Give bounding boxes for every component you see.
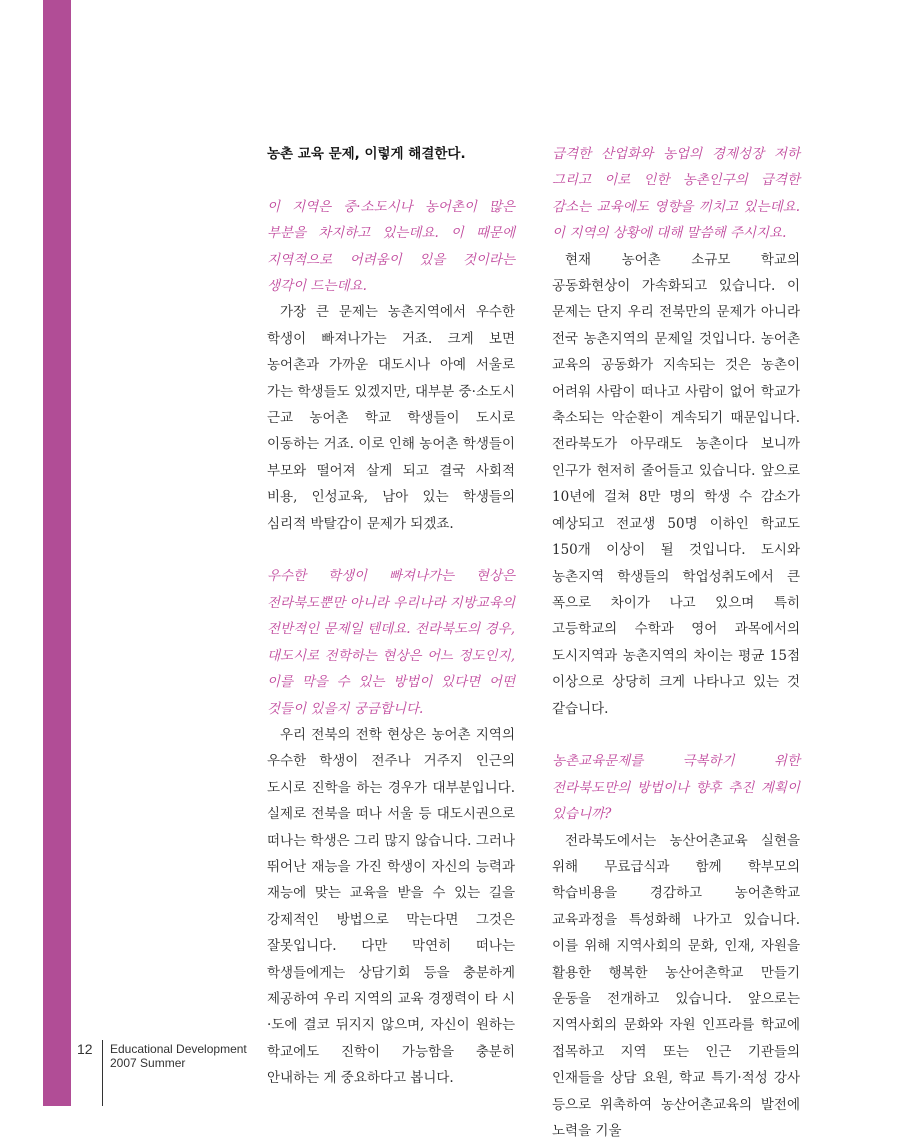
footer-issue: 2007 Summer [110, 1056, 186, 1070]
answer-3: 현재 농어촌 소규모 학교의 공동화현상이 가속화되고 있습니다. 이 문제는 단지 우리 전북만의 문제가 아니라 전국 농촌지역의 문제일 것입니다. 농어촌 교육의 공동화가 지속되는 것은 농촌이 어려워 사람이 떠나고 사람이 없어 학교가 축소되는 악순환이 계속되기 때문입니다. 전라북도가 아무래도 농촌이다 보니까 인구가 현저히 줄어들고 있습니다. 앞으로 10년에 걸쳐 8만 명의 학생 수 감소가 예상되고 전교생 50명 이하인 학교도 150개 이상이 될 것입니다. 도시와 농촌지역 학생들의 학업성취도에서 큰 폭으로 차이가 나고 있으며 특히 고등학교의 수학과 영어 과목에서의 도시지역과 농촌지역의 차이는 평균 15점 이상으로 상당히 크게 나타나고 있는 것 같습니다. [552, 251, 800, 717]
footer-title: Educational Development [110, 1042, 247, 1056]
footer-divider [102, 1040, 103, 1106]
answer-1: 가장 큰 문제는 농촌지역에서 우수한 학생이 빠져나가는 거죠. 크게 보면 농어촌과 가까운 대도시나 아예 서울로 가는 학생들도 있겠지만, 대부분 중·소도시 근교 농어촌 학교 학생들이 도시로 이동하는 거죠. 이로 인해 농어촌 학생들이 부모와 떨어져 살게 되고 결국 사회적 비용, 인성교육, 남아 있는 학생들의 심리적 박탈감이 문제가 되겠죠. [267, 304, 515, 532]
question-3: 급격한 산업화와 농업의 경제성장 저하 그리고 이로 인한 농촌인구의 급격한 감소는 교육에도 영향을 끼치고 있는데요. 이 지역의 상황에 대해 말씀해 주시지요. [552, 146, 800, 242]
footer-publication [110, 1042, 247, 1070]
left-column [267, 141, 515, 1092]
side-color-bar [43, 0, 71, 1106]
right-column [552, 141, 800, 1144]
article-heading: 농촌 교육 문제, 이렇게 해결한다. [267, 146, 466, 162]
answer-4: 전라북도에서는 농산어촌교육 실현을 위해 무료급식과 함께 학부모의 학습비용을 경감하고 농어촌학교 교육과정을 특성화해 나가고 있습니다. 이를 위해 지역사회의 문화, 인재, 자원을 활용한 행복한 농산어촌학교 만들기 운동을 전개하고 있습니다. 앞으로는 지역사회의 문화와 자원 인프라를 학교에 접목하고 지역 또는 인근 기관들의 인재들을 상담 요원, 학교 특기·적성 강사 등으로 위촉하여 농산어촌교육의 발전에 노력을 기울 [552, 832, 800, 1140]
question-2: 우수한 학생이 빠져나가는 현상은 전라북도뿐만 아니라 우리나라 지방교육의 전반적인 문제일 텐데요. 전라북도의 경우, 대도시로 전학하는 현상은 어느 정도인지, 이를 막을 수 있는 방법이 있다면 어떤 것들이 있을지 궁금합니다. [267, 568, 515, 717]
question-1: 이 지역은 중·소도시나 농어촌이 많은 부분을 차지하고 있는데요. 이 때문에 지역적으로 어려움이 있을 것이라는 생각이 드는데요. [267, 198, 515, 295]
question-4: 농촌교육문제를 극복하기 위한 전라북도만의 방법이나 향후 추진 계획이 있습니까? [552, 753, 800, 823]
answer-2: 우리 전북의 전학 현상은 농어촌 지역의 우수한 학생이 전주나 거주지 인근의 도시로 진학을 하는 경우가 대부분입니다. 실제로 전북을 떠나 서울 등 대도시권으로 떠나는 학생은 그리 많지 않습니다. 그러나 뛰어난 재능을 가진 학생이 자신의 능력과 재능에 맞는 교육을 받을 수 있는 길을 강제적인 방법으로 막는다면 그것은 잘못입니다. 다만 막연히 떠나는 학생들에게는 상담기회 등을 충분하게 제공하여 우리 지역의 교육 경쟁력이 타 시·도에 결코 뒤지지 않으며, 자신이 원하는 학교에도 진학이 가능함을 충분히 안내하는 게 중요하다고 봅니다. [267, 726, 515, 1087]
page-number: 12 [77, 1041, 93, 1057]
